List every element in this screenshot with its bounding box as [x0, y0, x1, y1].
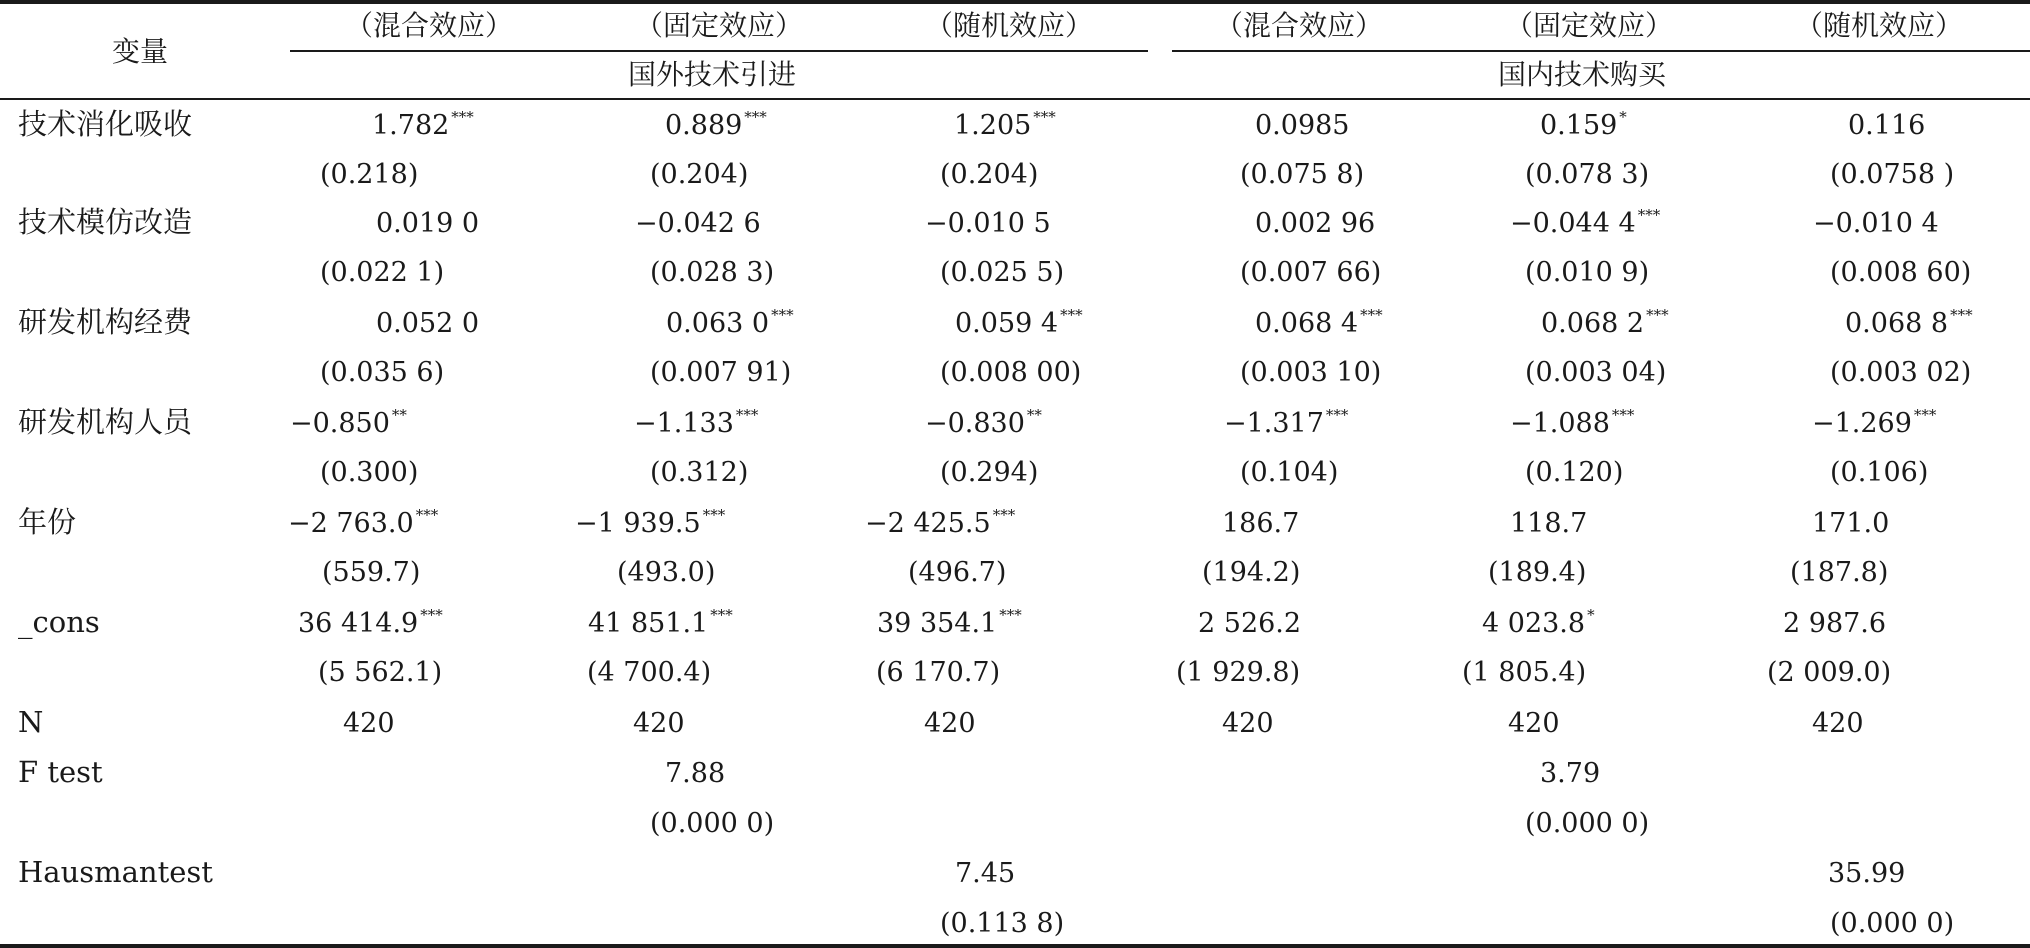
significance-stars: *** — [415, 506, 439, 524]
coefficient-cell — [925, 406, 1042, 439]
coefficient-cell — [1845, 306, 1973, 339]
coefficient-value: −1 939.5 — [575, 508, 701, 539]
coefficient-value: 0.019 0 — [376, 208, 480, 239]
coefficient-cell — [1812, 406, 1937, 439]
row-label: 技术模仿改造 — [18, 205, 193, 239]
n-cell: 420 — [1222, 708, 1274, 739]
f-test-p-foreign: (0.000 0) — [650, 808, 775, 839]
coefficient-cell — [376, 210, 479, 237]
coefficient-cell — [1482, 606, 1595, 639]
significance-stars: * — [1587, 606, 1595, 624]
significance-stars: *** — [1060, 306, 1083, 324]
coefficient-cell — [877, 606, 1022, 639]
standard-error-cell: (1 929.8) — [1176, 657, 1301, 688]
standard-error-cell: (0.008 00) — [940, 357, 1082, 388]
significance-stars: *** — [1611, 406, 1635, 424]
standard-error-cell: (1 805.4) — [1462, 657, 1587, 688]
standard-error-cell: (0.022 1) — [320, 257, 445, 288]
coefficient-cell — [925, 210, 1051, 237]
coefficient-value: 4 023.8 — [1482, 608, 1586, 639]
significance-stars: *** — [1033, 108, 1056, 126]
hausman-p-foreign: (0.113 8) — [940, 908, 1065, 939]
column-header: （随机效应） — [1795, 9, 1964, 42]
row-label: N — [18, 705, 44, 739]
standard-error-cell: (0.007 66) — [1240, 257, 1382, 288]
coefficient-cell — [1783, 610, 1886, 637]
variable-header: 变量 — [112, 35, 169, 68]
coefficient-cell — [1222, 510, 1299, 537]
coefficient-value: 2 526.2 — [1198, 608, 1302, 639]
row-label: _cons — [18, 605, 100, 639]
table-top-rule — [0, 0, 2030, 4]
standard-error-cell: (0.106) — [1830, 457, 1929, 488]
standard-error-cell: (0.003 04) — [1525, 357, 1667, 388]
coefficient-value: 0.0985 — [1255, 110, 1350, 141]
coefficient-cell — [1255, 306, 1383, 339]
column-header: （混合效应） — [1215, 9, 1384, 42]
coefficient-cell — [1224, 406, 1349, 439]
standard-error-cell: (493.0) — [617, 557, 716, 588]
coefficient-cell — [1510, 510, 1587, 537]
coefficient-value: 118.7 — [1510, 508, 1588, 539]
significance-stars: *** — [1325, 406, 1349, 424]
coefficient-cell — [288, 506, 439, 539]
n-cell: 420 — [1508, 708, 1560, 739]
coefficient-value: 1.782 — [372, 110, 450, 141]
coefficient-value: 0.052 0 — [376, 308, 480, 339]
coefficient-value: −0.044 4 — [1510, 208, 1636, 239]
standard-error-cell: (0.104) — [1240, 457, 1339, 488]
standard-error-cell: (0.008 60) — [1830, 257, 1972, 288]
column-header: （固定效应） — [635, 9, 804, 42]
coefficient-value: −1.269 — [1812, 408, 1912, 439]
coefficient-cell — [1198, 610, 1301, 637]
standard-error-cell: (0.028 3) — [650, 257, 775, 288]
coefficient-value: −0.010 4 — [1813, 208, 1939, 239]
hausman-p-domestic: (0.000 0) — [1830, 908, 1955, 939]
significance-stars: *** — [771, 306, 794, 324]
standard-error-cell: (0.0758 ) — [1830, 159, 1955, 190]
coefficient-cell — [665, 108, 767, 141]
coefficient-cell — [588, 606, 733, 639]
coefficient-value: −1.133 — [634, 408, 734, 439]
coefficient-value: 0.002 96 — [1255, 208, 1376, 239]
significance-stars: *** — [710, 606, 733, 624]
standard-error-cell: (0.120) — [1525, 457, 1624, 488]
standard-error-cell: (0.003 02) — [1830, 357, 1972, 388]
standard-error-cell: (187.8) — [1790, 557, 1889, 588]
coefficient-value: 41 851.1 — [588, 608, 709, 639]
coefficient-cell — [290, 406, 407, 439]
standard-error-cell: (496.7) — [908, 557, 1007, 588]
row-label: Hausmantest — [18, 855, 213, 889]
standard-error-cell: (0.312) — [650, 457, 749, 488]
coefficient-cell — [376, 310, 479, 337]
coefficient-value: −2 763.0 — [288, 508, 414, 539]
standard-error-cell: (0.078 3) — [1525, 159, 1650, 190]
significance-stars: *** — [1950, 306, 1973, 324]
coefficient-cell — [666, 306, 794, 339]
significance-stars: *** — [420, 606, 443, 624]
coefficient-value: 0.063 0 — [666, 308, 770, 339]
row-label: 技术消化吸收 — [18, 107, 193, 141]
group-header-foreign: 国外技术引进 — [628, 58, 797, 91]
significance-stars: * — [1619, 108, 1627, 126]
standard-error-cell: (189.4) — [1488, 557, 1587, 588]
standard-error-cell: (5 562.1) — [318, 657, 443, 688]
coefficient-value: 0.068 2 — [1541, 308, 1645, 339]
coefficient-value: −1.317 — [1224, 408, 1324, 439]
coefficient-cell — [1848, 112, 1925, 139]
coefficient-cell — [1510, 406, 1635, 439]
standard-error-cell: (0.025 5) — [940, 257, 1065, 288]
hausman-stat-foreign: 7.45 — [955, 858, 1016, 889]
coefficient-value: 0.116 — [1848, 110, 1926, 141]
coefficient-cell — [634, 406, 759, 439]
column-header: （固定效应） — [1505, 9, 1674, 42]
standard-error-cell: (0.300) — [320, 457, 419, 488]
significance-stars: *** — [744, 108, 767, 126]
coefficient-cell — [575, 506, 726, 539]
coefficient-value: −0.830 — [925, 408, 1025, 439]
coefficient-value: −0.010 5 — [925, 208, 1051, 239]
coefficient-value: −0.850 — [290, 408, 390, 439]
coefficient-cell — [635, 210, 761, 237]
standard-error-cell: (194.2) — [1202, 557, 1301, 588]
standard-error-cell: (0.010 9) — [1525, 257, 1650, 288]
table-header-rule — [0, 98, 2030, 100]
group-header-domestic: 国内技术购买 — [1498, 58, 1667, 91]
coefficient-cell — [954, 108, 1056, 141]
coefficient-value: 0.059 4 — [955, 308, 1059, 339]
coefficient-value: 36 414.9 — [298, 608, 419, 639]
significance-stars: *** — [735, 406, 759, 424]
standard-error-cell: (0.003 10) — [1240, 357, 1382, 388]
coefficient-cell — [1813, 210, 1939, 237]
coefficient-cell — [1255, 112, 1349, 139]
standard-error-cell: (0.204) — [940, 159, 1039, 190]
significance-stars: *** — [1913, 406, 1937, 424]
column-header: （随机效应） — [925, 9, 1094, 42]
hausman-stat-domestic: 35.99 — [1828, 858, 1906, 889]
coefficient-cell — [955, 306, 1083, 339]
coefficient-value: 0.068 8 — [1845, 308, 1949, 339]
row-label: 研发机构人员 — [18, 405, 193, 439]
f-test-stat-foreign: 7.88 — [665, 758, 726, 789]
coefficient-cell — [1540, 108, 1627, 141]
standard-error-cell: (0.204) — [650, 159, 749, 190]
coefficient-cell — [372, 108, 474, 141]
coefficient-cell — [1255, 210, 1375, 237]
n-cell: 420 — [924, 708, 976, 739]
coefficient-value: 39 354.1 — [877, 608, 998, 639]
coefficient-value: 0.068 4 — [1255, 308, 1359, 339]
coefficient-value: −2 425.5 — [865, 508, 991, 539]
group-underline-domestic — [1172, 50, 2030, 52]
coefficient-cell — [1812, 510, 1889, 537]
coefficient-cell — [1510, 206, 1661, 239]
coefficient-value: −1.088 — [1510, 408, 1610, 439]
standard-error-cell: (4 700.4) — [587, 657, 712, 688]
n-cell: 420 — [633, 708, 685, 739]
f-test-stat-domestic: 3.79 — [1540, 758, 1601, 789]
coefficient-cell — [298, 606, 443, 639]
significance-stars: *** — [1360, 306, 1383, 324]
standard-error-cell: (0.007 91) — [650, 357, 792, 388]
standard-error-cell: (0.035 6) — [320, 357, 445, 388]
group-underline-foreign — [290, 50, 1148, 52]
significance-stars: *** — [702, 506, 726, 524]
coefficient-cell — [865, 506, 1016, 539]
coefficient-value: −0.042 6 — [635, 208, 761, 239]
significance-stars: ** — [391, 406, 407, 424]
coefficient-cell — [1541, 306, 1669, 339]
significance-stars: *** — [451, 108, 474, 126]
standard-error-cell: (2 009.0) — [1767, 657, 1892, 688]
coefficient-value: 2 987.6 — [1783, 608, 1887, 639]
n-cell: 420 — [343, 708, 395, 739]
significance-stars: *** — [999, 606, 1022, 624]
significance-stars: ** — [1026, 406, 1042, 424]
standard-error-cell: (0.294) — [940, 457, 1039, 488]
coefficient-value: 186.7 — [1222, 508, 1300, 539]
coefficient-value: 0.159 — [1540, 110, 1618, 141]
f-test-p-domestic: (0.000 0) — [1525, 808, 1650, 839]
significance-stars: *** — [1646, 306, 1669, 324]
row-label: 研发机构经费 — [18, 305, 193, 339]
coefficient-value: 1.205 — [954, 110, 1032, 141]
significance-stars: *** — [992, 506, 1016, 524]
coefficient-value: 0.889 — [665, 110, 743, 141]
standard-error-cell: (6 170.7) — [876, 657, 1001, 688]
row-label: 年份 — [18, 505, 77, 539]
table-bottom-rule — [0, 944, 2030, 948]
coefficient-value: 171.0 — [1812, 508, 1890, 539]
standard-error-cell: (0.218) — [320, 159, 419, 190]
column-header: （混合效应） — [345, 9, 514, 42]
n-cell: 420 — [1812, 708, 1864, 739]
standard-error-cell: (559.7) — [322, 557, 421, 588]
standard-error-cell: (0.075 8) — [1240, 159, 1365, 190]
significance-stars: *** — [1637, 206, 1661, 224]
row-label: F test — [18, 755, 103, 789]
